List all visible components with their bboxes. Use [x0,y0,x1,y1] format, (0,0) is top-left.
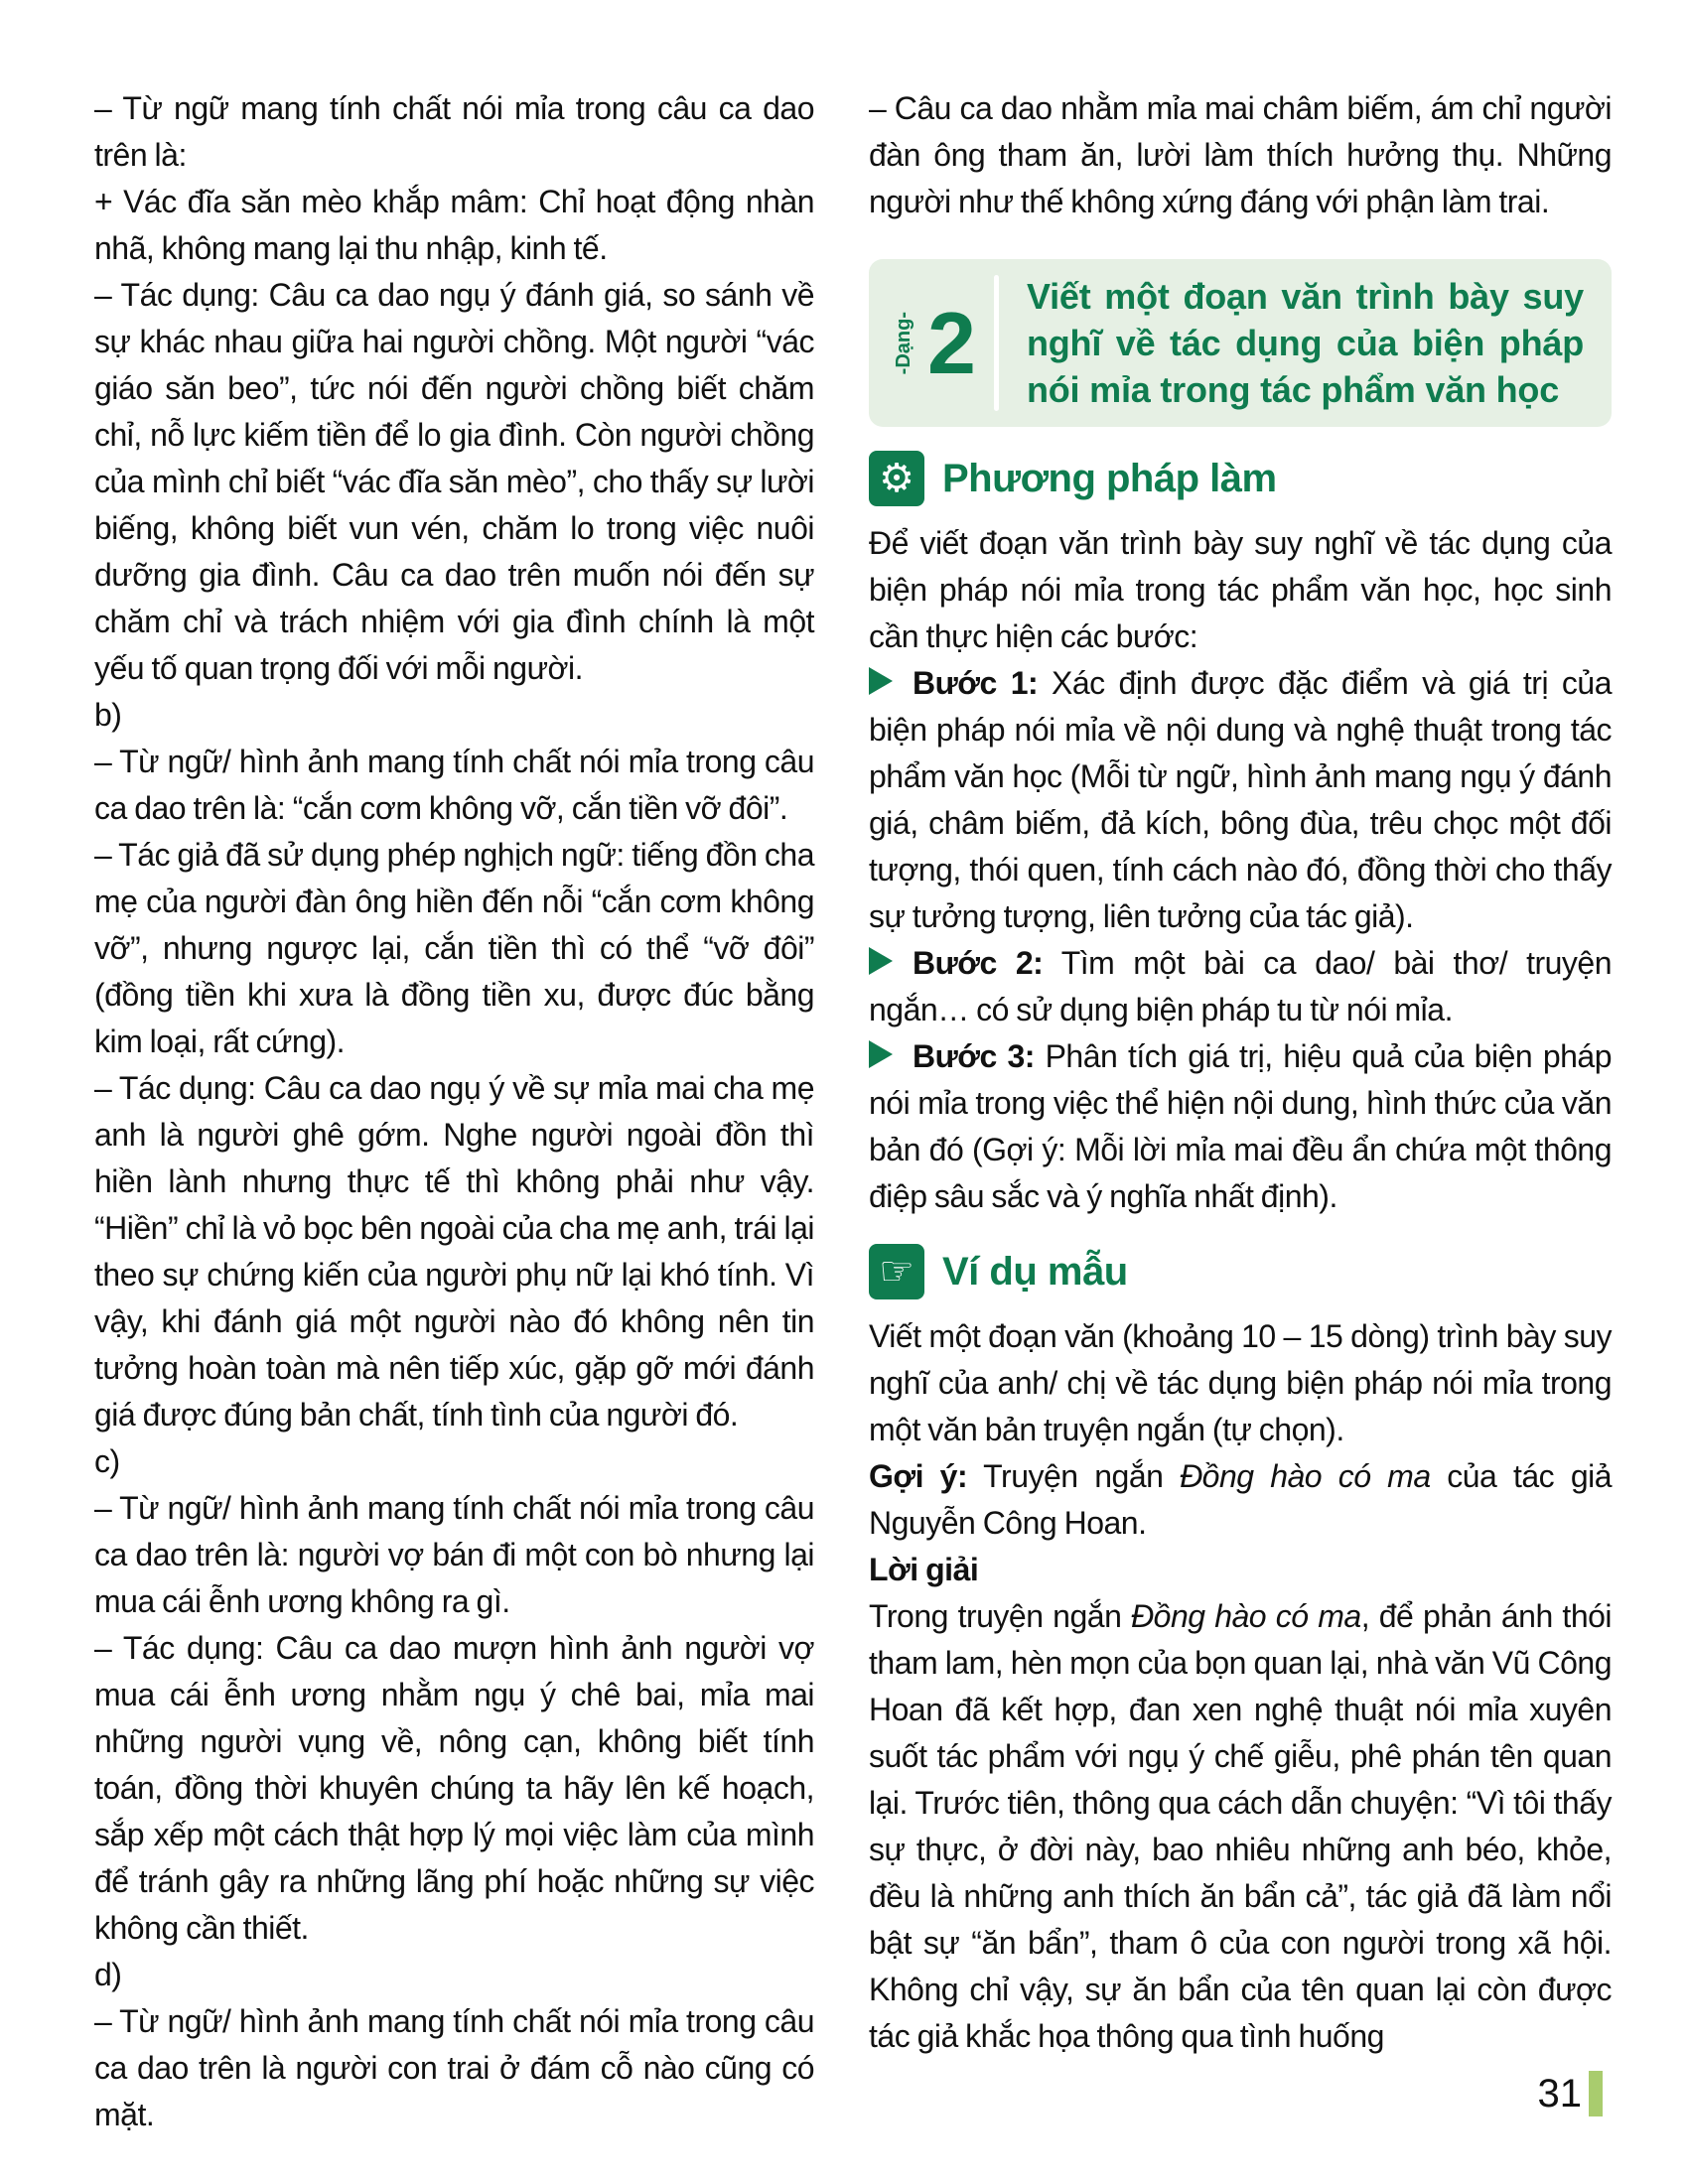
paragraph: b) [94,697,122,733]
paragraph: – Từ ngữ/ hình ảnh mang tính chất nói mỉa trong câu ca dao trên là: người vợ bán đi một con bò nhưng lại mua cái ễnh ương không ra gì. [94,1490,814,1619]
page-footer [1538,2071,1604,2116]
paragraph: + Vác đĩa săn mèo khắp mâm: Chỉ hoạt động nhàn nhã, không mang lại thu nhập, kinh tế. [94,184,814,266]
dang-separator [994,275,999,411]
step-text: Tìm một bài ca dao/ bài thơ/ truyện ngắn… có sử dụng biện pháp tu từ nói mỉa. [869,945,1613,1027]
page-number-bar [1589,2071,1603,2116]
example-section-heading [869,1244,1612,1299]
method-section-heading [869,451,1612,506]
dang-number: 2 [927,293,976,392]
section-title: Ví dụ mẫu [942,1249,1128,1294]
section-title: Phương pháp làm [942,456,1277,500]
step [869,660,1612,940]
step-label: Bước 1: [913,665,1039,701]
text-run: của tác giả Nguyễn Công Hoan. [869,1458,1613,1541]
left-column [94,85,814,2138]
step-label: Bước 2: [913,945,1044,981]
page-number: 31 [1537,2071,1582,2116]
step-text: Phân tích giá trị, hiệu quả của biện pháp nói mỉa trong việc thể hiện nội dung, hình thức của văn bản đó (Gợi ý: Mỗi lời mỉa mai đều ẩn chứa một thông điệp sâu sắc và ý nghĩa nhất định). [869,1038,1613,1214]
dang-2-task-box [869,259,1612,427]
triangle-bullet-icon [869,1040,893,1068]
paragraph: c) [94,1443,120,1479]
paragraph: – Từ ngữ mang tính chất nói mỉa trong câu ca dao trên là: [94,90,814,173]
paragraph [869,1453,1612,1547]
text-run: Truyện ngắn [967,1458,1181,1494]
paragraph: – Tác dụng: Câu ca dao ngụ ý về sự mỉa mai cha mẹ anh là người ghê gớm. Nghe người ngoài đồn thì hiền lành nhưng thực tế thì không phải như vậy. “Hiền” chỉ là vỏ bọc bên ngoài của cha mẹ anh, trái lại theo sự chứng kiến của người phụ nữ lại khó tính. Vì vậy, khi đánh giá một người nào đó không nên tin tưởng hoàn toàn mà nên tiếp xúc, gặp gỡ mới đánh giá được đúng bản chất, tính tình của người đó. [94,1070,814,1433]
triangle-bullet-icon [869,947,893,975]
right-column [869,85,1612,2060]
paragraph: – Tác dụng: Câu ca dao mượn hình ảnh người vợ mua cái ễnh ương nhằm ngụ ý chê bai, mỉa mai những người vụng về, nông cạn, không biết tính toán, đồng thời khuyên chúng ta hãy lên kế hoạch, sắp xếp một cách thật hợp lý mọi việc làm của mình để tránh gây ra những lãng phí hoặc những sự việc không cần thiết. [94,1630,814,1946]
pointing-hand-icon: ☞ [869,1244,924,1299]
paragraph: – Tác giả đã sử dụng phép nghịch ngữ: tiếng đồn cha mẹ của người đàn ông hiền đến nỗi “cắn cơm không vỡ”, nhưng ngược lại, cắn tiền thì có thể “vỡ đôi” (đồng tiền khi xưa là đồng tiền xu, được đúc bằng kim loại, rất cứng). [94,837,814,1059]
loi-giai-label: Lời giải [869,1552,979,1587]
triangle-bullet-icon [869,667,893,695]
paragraph: Viết một đoạn văn (khoảng 10 – 15 dòng) trình bày suy nghĩ của anh/ chị về tác dụng biện pháp nói mỉa trong một văn bản truyện ngắn (tự chọn). [869,1318,1612,1447]
step-text: Xác định được đặc điểm và giá trị của biện pháp nói mỉa về nội dung và nghệ thuật trong tác phẩm văn học (Mỗi từ ngữ, hình ảnh mang ngụ ý đánh giá, châm biếm, đả kích, bông đùa, trêu chọc một đối tượng, thói quen, tính cách nào đó, đồng thời cho thấy sự tưởng tượng, liên tưởng của tác giả). [869,665,1613,934]
work-title: Đồng hào có ma [1131,1598,1361,1634]
paragraph: – Tác dụng: Câu ca dao ngụ ý đánh giá, so sánh về sự khác nhau giữa hai người chồng. Một người “vác giáo săn beo”, tức nói đến người chồng biết chăm chỉ, nỗ lực kiếm tiền để lo gia đình. Còn người chồng của mình chỉ biết “vác đĩa săn mèo”, cho thấy sự lười biếng, không biết vun vén, chăm lo trong việc nuôi dưỡng gia đình. Câu ca dao trên muốn nói đến sự chăm chỉ và trách nhiệm với gia đình chính là một yếu tố quan trọng đối với mỗi người. [94,277,814,686]
step-label: Bước 3: [913,1038,1035,1074]
paragraph: – Từ ngữ/ hình ảnh mang tính chất nói mỉa trong câu ca dao trên là người con trai ở đám cỗ nào cũng có mặt. [94,2003,814,2132]
dang-title: Viết một đoạn văn trình bày suy nghĩ về tác dụng của biện pháp nói mỉa trong tác phẩm văn học [1026,276,1584,410]
paragraph: – Câu ca dao nhằm mỉa mai châm biếm, ám chỉ người đàn ông tham ăn, lười làm thích hưởng thụ. Những người như thế không xứng đáng với phận làm trai. [869,90,1612,219]
goi-y-label: Gợi ý: [869,1458,968,1494]
dang-side-label: -Dạng- [893,311,914,375]
dang-box-side [881,293,976,392]
step [869,1033,1612,1220]
gear-icon: ⚙ [869,451,924,506]
step [869,940,1612,1033]
paragraph: d) [94,1957,122,1992]
paragraph: Để viết đoạn văn trình bày suy nghĩ về tác dụng của biện pháp nói mỉa trong tác phẩm văn học, học sinh cần thực hiện các bước: [869,525,1612,654]
text-run: Trong truyện ngắn [869,1598,1132,1634]
paragraph: – Từ ngữ/ hình ảnh mang tính chất nói mỉa trong câu ca dao trên là: “cắn cơm không vỡ, cắn tiền vỡ đôi”. [94,744,814,826]
paragraph [869,1593,1612,2060]
work-title: Đồng hào có ma [1180,1458,1431,1494]
text-run: , để phản ánh thói tham lam, hèn mọn của bọn quan lại, nhà văn Vũ Công Hoan đã kết hợp, đan xen nghệ thuật nói mỉa xuyên suốt tác phẩm với ngụ ý chế giễu, phê phán tên quan lại. Trước tiên, thông qua cách dẫn chuyện: “Vì tôi thấy sự thực, ở đời này, bao nhiêu những anh béo, khỏe, đều là những anh thích ăn bẩn cả”, tác giả đã làm nổi bật sự “ăn bẩn”, tham ô của con người trong xã hội. Không chỉ vậy, sự ăn bẩn của tên quan lại còn được tác giả khắc họa thông qua tình huống [869,1598,1613,2054]
